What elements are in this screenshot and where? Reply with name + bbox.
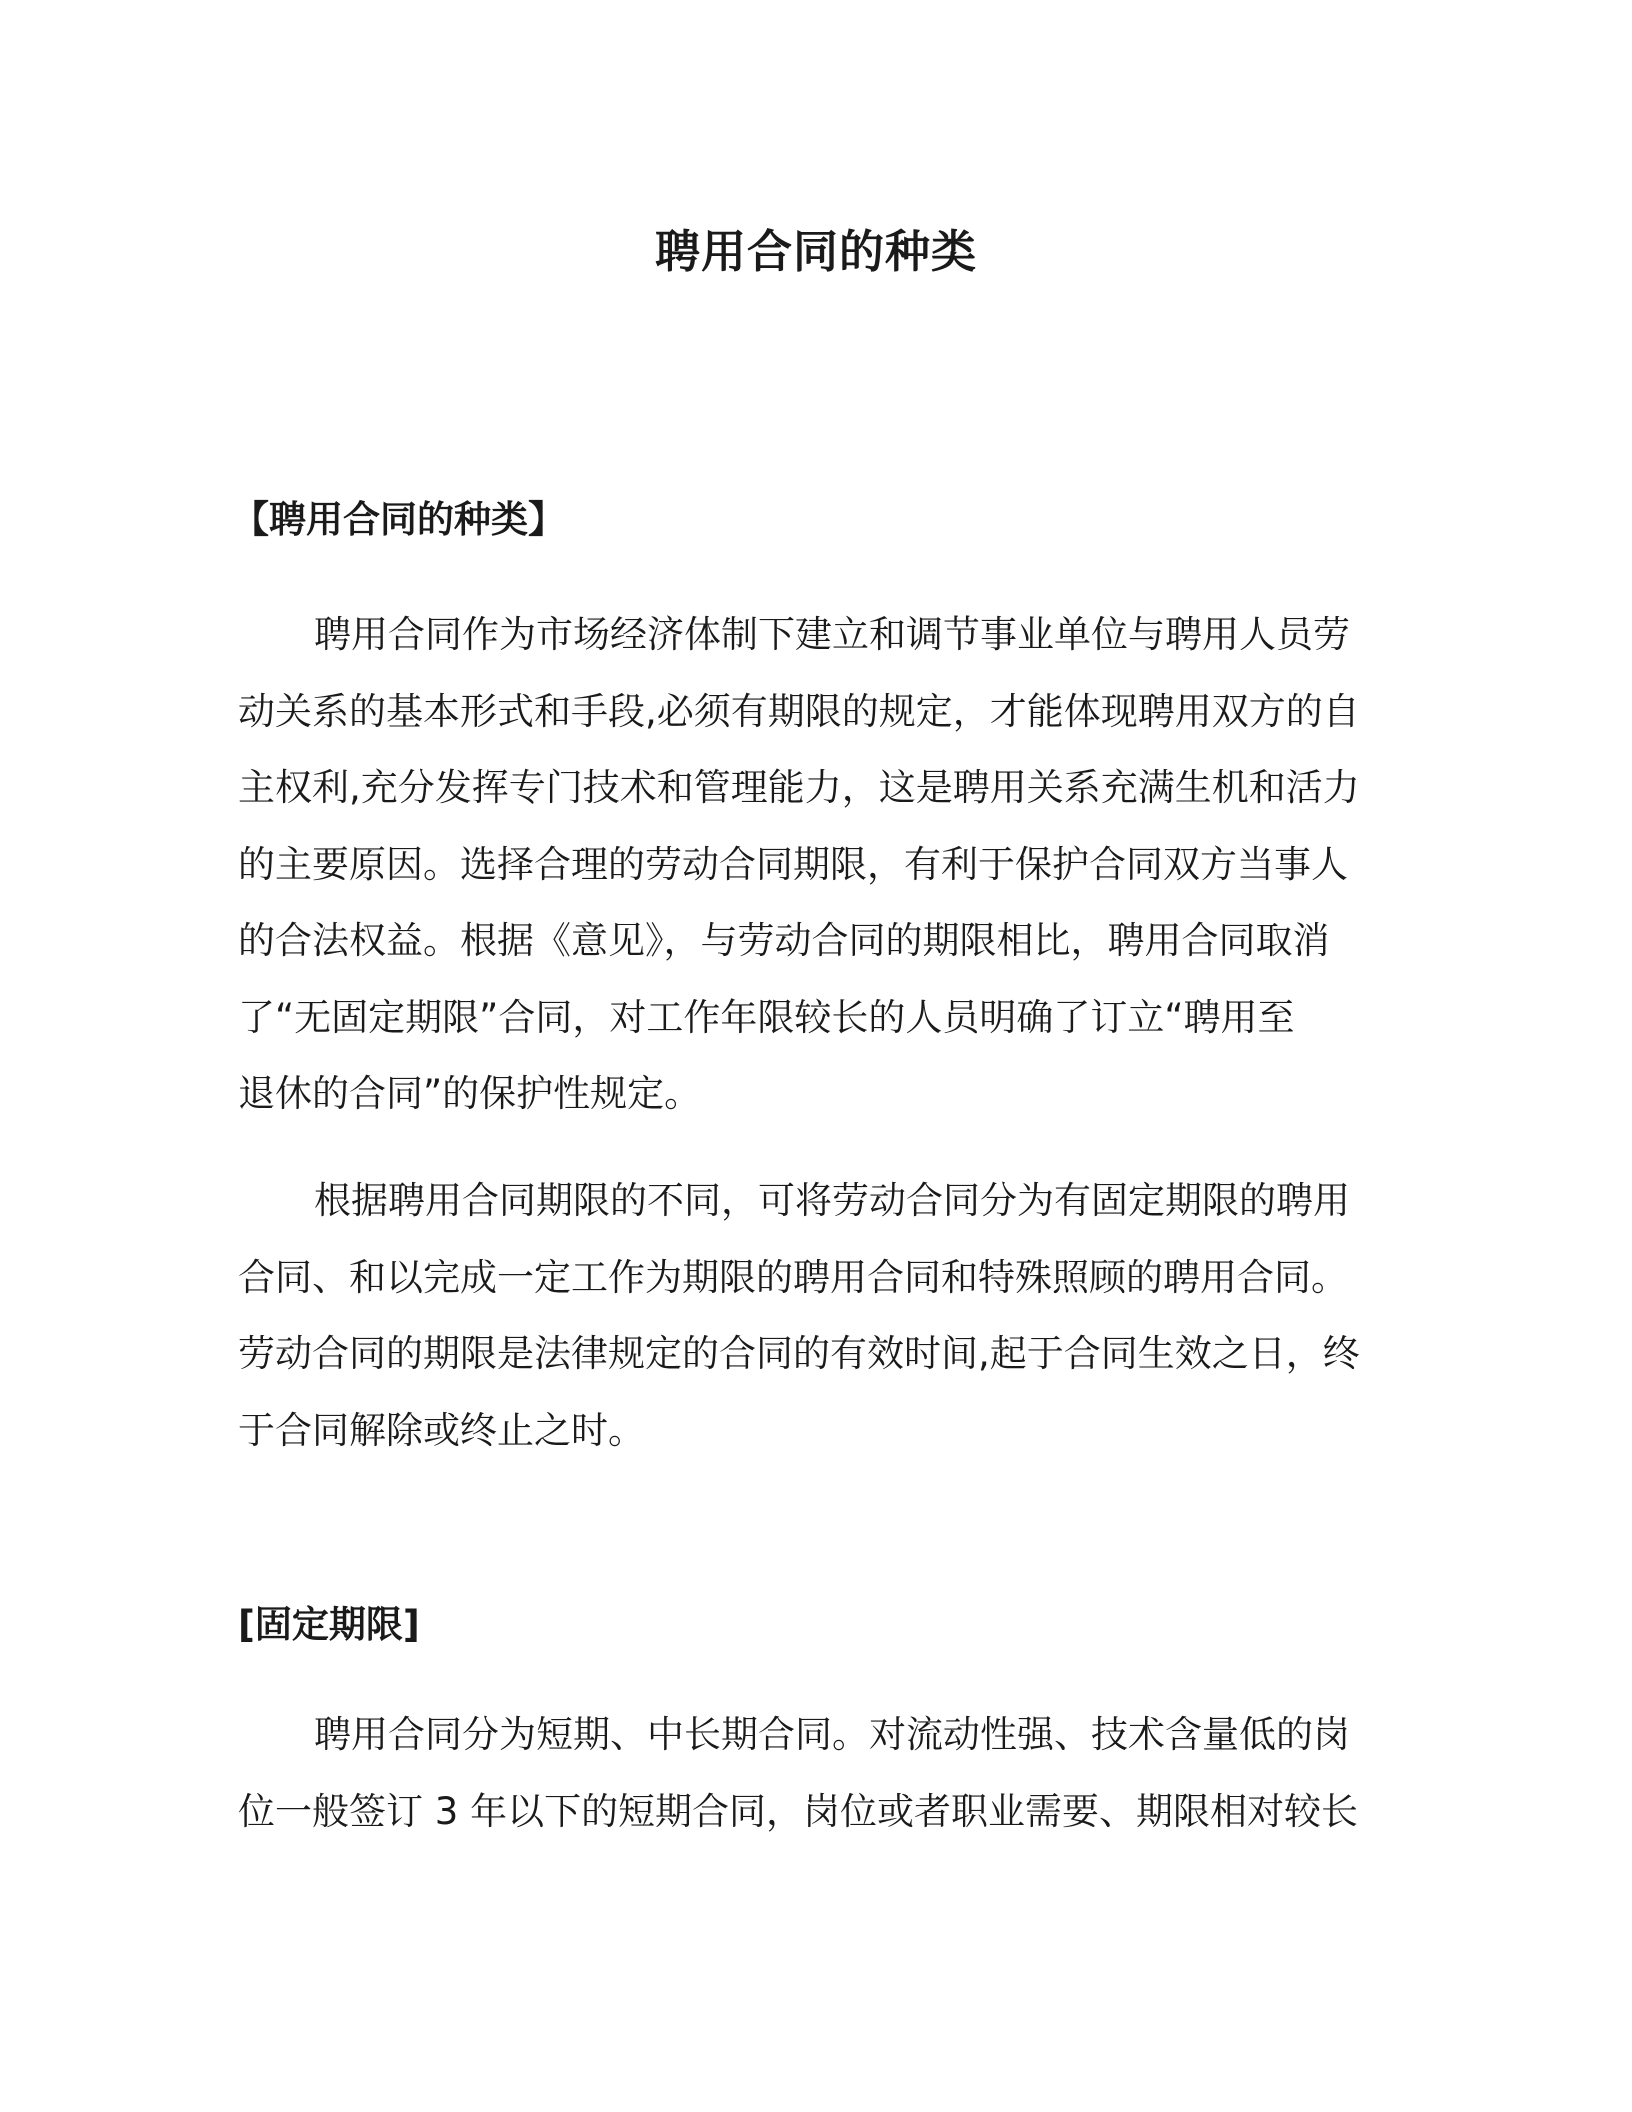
- paragraph-line: 的主要原因。选择合理的劳动合同期限，有利于保护合同双方当事人: [238, 842, 1348, 886]
- paragraph-line: 聘用合同分为短期、中长期合同。对流动性强、技术含量低的岗: [314, 1713, 1350, 1756]
- paragraph-line: 劳动合同的期限是法律规定的合同的有效时间,起于合同生效之日，终: [238, 1332, 1360, 1375]
- paragraph-classification: [238, 1163, 1368, 1469]
- section-heading-contract-types: 【聘用合同的种类】: [232, 498, 565, 541]
- section-heading-fixed-term: [固定期限]: [238, 1603, 420, 1646]
- paragraph-line: 退休的合同”的保护性规定。: [238, 1072, 702, 1115]
- paragraph-fixed-term: [238, 1697, 1368, 1850]
- paragraph-line: 根据聘用合同期限的不同，可将劳动合同分为有固定期限的聘用: [314, 1179, 1350, 1222]
- paragraph-line: 于合同解除或终止之时。: [238, 1408, 645, 1452]
- paragraph-line: 聘用合同作为市场经济体制下建立和调节事业单位与聘用人员劳: [314, 613, 1350, 656]
- document-title: 聘用合同的种类: [654, 225, 977, 278]
- paragraph-line: 了“无固定期限”合同，对工作年限较长的人员明确了订立“聘用至: [238, 995, 1295, 1039]
- paragraph-line: 位一般签订 3 年以下的短期合同，岗位或者职业需要、期限相对较长: [238, 1789, 1359, 1833]
- paragraph-line: 动关系的基本形式和手段,必须有期限的规定，才能体现聘用双方的自: [238, 689, 1360, 733]
- paragraph-line: 主权利,充分发挥专门技术和管理能力，这是聘用关系充满生机和活力: [238, 766, 1360, 809]
- paragraph-line: 的合法权益。根据《意见》，与劳动合同的期限相比，聘用合同取消: [238, 919, 1330, 962]
- paragraph-intro: [238, 597, 1368, 1133]
- paragraph-line: 合同、和以完成一定工作为期限的聘用合同和特殊照顾的聘用合同。: [238, 1255, 1348, 1299]
